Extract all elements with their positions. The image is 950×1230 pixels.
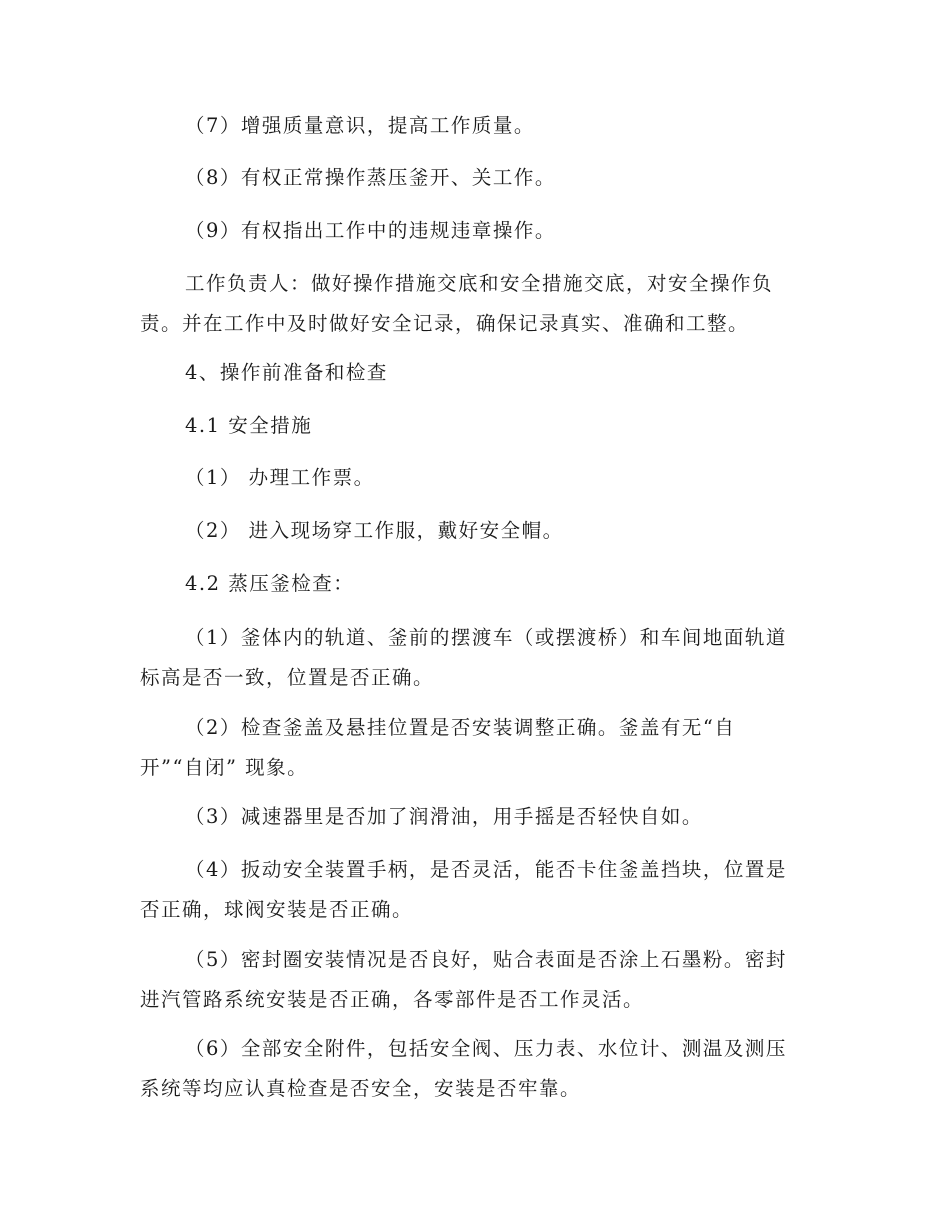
section-4-1-item-2: [140, 511, 808, 551]
work-leader-line-2: 责。并在工作中及时做好安全记录，确保记录真实、准确和工整。: [140, 312, 750, 335]
section-4-heading: [140, 353, 808, 393]
section-4-2-item-1: [140, 618, 808, 698]
section-4-2-item-4: [140, 850, 808, 930]
section-4-2-item-5: [140, 940, 808, 1020]
section-4-2-item-6: [140, 1029, 808, 1109]
work-leader-paragraph: [140, 264, 808, 344]
section-4-2-item-1-line-2: 标高是否一致，位置是否正确。: [140, 666, 435, 689]
section-4-1-heading-text: 4.1 安全措施: [185, 414, 313, 437]
item-7-line-1: （7）增强质量意识，提高工作质量。: [185, 114, 535, 137]
section-4-1-item-1-text: （1） 办理工作票。: [185, 466, 375, 489]
item-8-line-1: （8）有权正常操作蒸压釜开、关工作。: [185, 166, 556, 189]
section-4-1-item-1: [140, 458, 808, 498]
section-4-2-heading: [140, 564, 808, 604]
section-4-1-heading: [140, 406, 808, 446]
section-4-2-item-2: [140, 708, 808, 788]
section-4-2-item-4-line-1: （4）扳动安全装置手柄，是否灵活，能否卡住釜盖挡块，位置是: [185, 858, 787, 881]
section-4-2-heading-text: 4.2 蒸压釜检查：: [185, 572, 355, 595]
work-leader-line-1: 工作负责人：做好操作措施交底和安全措施交底，对安全操作负: [185, 272, 774, 295]
item-7: [140, 106, 808, 146]
item-9: [140, 211, 808, 251]
section-4-2-item-5-line-2: 进汽管路系统安装是否正确，各零部件是否工作灵活。: [140, 988, 645, 1011]
item-9-line-1: （9）有权指出工作中的违规违章操作。: [185, 219, 556, 242]
item-8: [140, 158, 808, 198]
section-4-2-item-6-line-2: 系统等均应认真检查是否安全，安装是否牢靠。: [140, 1077, 582, 1100]
section-4-2-item-4-line-2: 否正确，球阀安装是否正确。: [140, 898, 414, 921]
section-4-heading-text: 4、操作前准备和检查: [185, 361, 388, 384]
section-4-2-item-5-line-1: （5）密封圈安装情况是否良好，贴合表面是否涂上石墨粉。密封: [185, 948, 787, 971]
section-4-2-item-1-line-1: （1）釜体内的轨道、釜前的摆渡车（或摆渡桥）和车间地面轨道: [185, 626, 787, 649]
section-4-2-item-3-text: （3）减速器里是否加了润滑油，用手摇是否轻快自如。: [185, 805, 703, 828]
section-4-2-item-3: [140, 797, 808, 837]
section-4-2-item-2-line-1: （2）检查釜盖及悬挂位置是否安装调整正确。釜盖有无“自: [185, 716, 736, 739]
section-4-2-item-2-line-2: 开”“自闭” 现象。: [140, 756, 309, 779]
section-4-1-item-2-text: （2） 进入现场穿工作服，戴好安全帽。: [185, 519, 564, 542]
section-4-2-item-6-line-1: （6）全部安全附件，包括安全阀、压力表、水位计、测温及测压: [185, 1037, 787, 1060]
